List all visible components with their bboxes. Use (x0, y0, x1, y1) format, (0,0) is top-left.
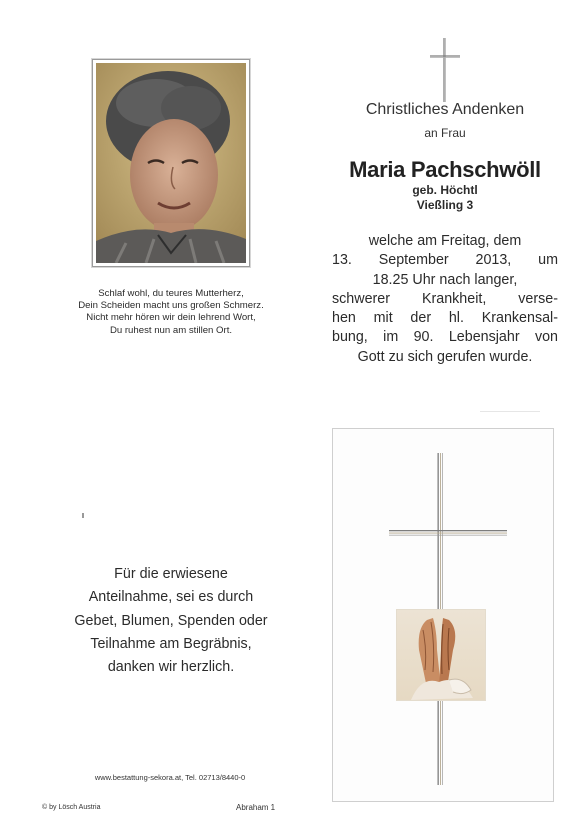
announcement-line: hen mit der hl. Krankensal- (332, 310, 558, 327)
divider (480, 411, 540, 412)
poem (40, 288, 302, 337)
praying-hands-image (396, 609, 486, 701)
death-announcement (332, 232, 558, 367)
announcement-line: Gott zu sich gerufen wurde. (357, 348, 533, 365)
divider (82, 513, 84, 518)
poem-line: Nicht mehr hören wir dein lehrend Wort, (86, 312, 256, 324)
design-reference: Abraham 1 (236, 803, 276, 812)
memorial-subheading: an Frau (424, 126, 466, 140)
announcement-line: bung, im 90. Lebensjahr von (332, 329, 558, 346)
poem-line: Du ruhest nun am stillen Ort. (109, 324, 233, 336)
poem-line: Schlaf wohl, du teures Mutterherz, (98, 288, 244, 299)
deceased-name: Maria Pachschwöll (349, 157, 541, 182)
announcement-line: 13. September 2013, um (332, 252, 558, 269)
thanks-line: Für die erwiesene (114, 566, 228, 582)
thanks-line: Gebet, Blumen, Spenden oder (74, 612, 268, 629)
poem-line: Dein Scheiden macht uns großen Schmerz. (78, 300, 264, 312)
copyright-notice: © by Lösch Austria (42, 804, 101, 811)
portrait-photo (92, 59, 250, 267)
thanks-line: Anteilnahme, sei es durch (88, 589, 254, 606)
funeral-home-contact: www.bestattung-sekora.at, Tel. 02713/8440-0 (94, 773, 246, 782)
thanks-line: Teilnahme am Begräbnis, (90, 635, 252, 652)
thanks-text (40, 563, 302, 679)
cross-icon (430, 38, 460, 102)
announcement-line: 18.25 Uhr nach langer, (372, 271, 518, 288)
portrait-image (96, 63, 246, 263)
maiden-name: geb. Höchtl (412, 183, 478, 197)
memorial-heading: Christliches Andenken (365, 101, 525, 118)
cross-card (332, 428, 554, 802)
announcement-line: schwerer Krankheit, verse- (332, 290, 558, 307)
announcement-line: welche am Freitag, dem (368, 233, 522, 249)
residence: Vießling 3 (416, 198, 474, 212)
thanks-line: danken wir herzlich. (107, 659, 235, 676)
praying-hands-icon (397, 610, 485, 700)
